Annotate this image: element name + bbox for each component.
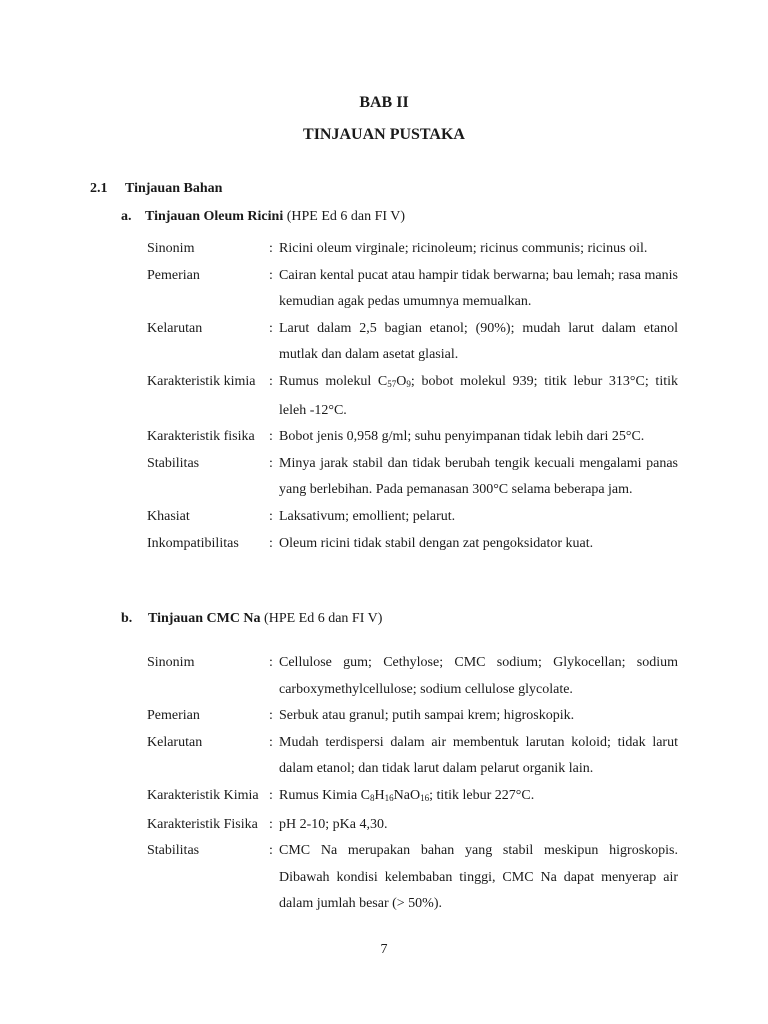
subsection-name: Tinjauan CMC Na xyxy=(148,611,261,626)
subsection-source: (HPE Ed 6 dan FI V) xyxy=(260,611,383,626)
subscript: 8 xyxy=(370,792,375,803)
property-row xyxy=(147,703,678,730)
colon-separator: : xyxy=(269,267,273,283)
property-value xyxy=(279,783,678,812)
property-value: Oleum ricini tidak stabil dengan zat pengoksidator kuat. xyxy=(279,535,594,551)
value-text: O xyxy=(396,373,407,389)
property-label: Pemerian xyxy=(147,708,200,724)
colon-separator: : xyxy=(269,241,273,256)
subsection-heading-cmc-na xyxy=(121,611,382,627)
value-text: H xyxy=(374,787,385,803)
property-list-oleum-ricini xyxy=(147,236,678,557)
subscript: 9 xyxy=(406,378,411,389)
property-value: CMC Na merupakan bahan yang stabil meskipun higroskopis. Dibawah kondisi kelembaban tinggi, CMC Na dapat menyerap air dalam jumlah besar (> 50%). xyxy=(279,843,678,912)
value-text: ; bobot molekul 939; titik lebur 313°C; titik leleh -12°C. xyxy=(279,373,678,418)
property-label: Kelarutan xyxy=(147,734,203,750)
value-text: Rumus molekul C xyxy=(279,373,388,389)
colon-separator: : xyxy=(269,455,273,471)
subsection-source: (HPE Ed 6 dan FI V) xyxy=(283,209,406,224)
subscript: 16 xyxy=(384,792,394,803)
property-value: Ricini oleum virginale; ricinoleum; ricinus communis; ricinus oil. xyxy=(279,241,648,256)
property-value xyxy=(279,369,678,424)
subscript: 57 xyxy=(387,378,397,389)
colon-separator: : xyxy=(269,787,273,803)
property-value: pH 2-10; pKa 4,30. xyxy=(279,816,388,832)
property-label: Stabilitas xyxy=(147,455,200,471)
property-label: Khasiat xyxy=(147,508,190,524)
colon-separator: : xyxy=(269,320,273,336)
property-label: Karakteristik kimia xyxy=(147,373,256,389)
colon-separator: : xyxy=(269,429,273,445)
property-value: Minya jarak stabil dan tidak berubah tengik kecuali mengalami panas yang berlebihan. Pada pemanasan 300°C selama beberapa jam. xyxy=(279,455,678,498)
colon-separator: : xyxy=(269,816,273,832)
colon-separator: : xyxy=(269,734,273,750)
section-heading xyxy=(90,181,222,197)
property-row xyxy=(147,263,678,316)
colon-separator: : xyxy=(269,373,273,389)
property-label: Kelarutan xyxy=(147,320,203,336)
property-label: Karakteristik Kimia xyxy=(147,787,259,803)
subsection-name: Tinjauan Oleum Ricini xyxy=(145,209,284,224)
property-row xyxy=(147,812,678,839)
property-row xyxy=(147,838,678,918)
property-label: Stabilitas xyxy=(147,843,200,859)
property-row xyxy=(147,531,678,558)
property-row xyxy=(147,316,678,369)
subsection-letter: a. xyxy=(121,209,132,224)
property-value: Mudah terdispersi dalam air membentuk larutan koloid; tidak larut dalam etanol; dan tidak larut dalam pelarut organik lain. xyxy=(279,734,678,777)
property-label: Inkompatibilitas xyxy=(147,535,239,551)
chapter-title: TINJAUAN PUSTAKA xyxy=(303,126,465,143)
property-row xyxy=(147,424,678,451)
property-value: Laksativum; emollient; pelarut. xyxy=(279,508,456,524)
property-row xyxy=(147,451,678,504)
colon-separator: : xyxy=(269,843,273,859)
property-row xyxy=(147,504,678,531)
property-value: Bobot jenis 0,958 g/ml; suhu penyimpanan tidak lebih dari 25°C. xyxy=(279,429,645,445)
property-label: Sinonim xyxy=(147,241,195,256)
property-row xyxy=(147,783,678,812)
property-list-cmc-na xyxy=(147,650,678,918)
section-title: Tinjauan Bahan xyxy=(125,181,223,196)
page-number: 7 xyxy=(380,942,388,957)
property-row xyxy=(147,650,678,703)
property-value: Cellulose gum; Cethylose; CMC sodium; Glykocellan; sodium carboxymethylcellulose; sodium cellulose glycolate. xyxy=(279,655,678,697)
value-text: NaO xyxy=(393,787,421,803)
property-label: Karakteristik Fisika xyxy=(147,816,258,832)
subsection-heading-oleum-ricini xyxy=(121,209,405,225)
property-label: Karakteristik fisika xyxy=(147,429,255,445)
property-value: Cairan kental pucat atau hampir tidak berwarna; bau lemah; rasa manis kemudian agak pedas umumnya memualkan. xyxy=(279,267,678,310)
property-label: Pemerian xyxy=(147,267,200,283)
value-text: Rumus Kimia C xyxy=(279,787,371,803)
property-value: Larut dalam 2,5 bagian etanol; (90%); mudah larut dalam etanol mutlak dan dalam asetat glasial. xyxy=(279,320,678,363)
property-row xyxy=(147,730,678,783)
chapter-heading: BAB II xyxy=(359,94,409,111)
colon-separator: : xyxy=(269,535,273,551)
property-value: Serbuk atau granul; putih sampai krem; higroskopik. xyxy=(279,708,575,724)
colon-separator: : xyxy=(269,708,273,724)
subsection-letter: b. xyxy=(121,611,133,626)
property-row xyxy=(147,236,678,263)
section-number: 2.1 xyxy=(90,181,108,196)
property-row xyxy=(147,369,678,424)
property-label: Sinonim xyxy=(147,655,195,670)
colon-separator: : xyxy=(269,508,273,524)
colon-separator: : xyxy=(269,655,273,670)
subscript: 16 xyxy=(420,792,430,803)
value-text: ; titik lebur 227°C. xyxy=(429,787,535,803)
